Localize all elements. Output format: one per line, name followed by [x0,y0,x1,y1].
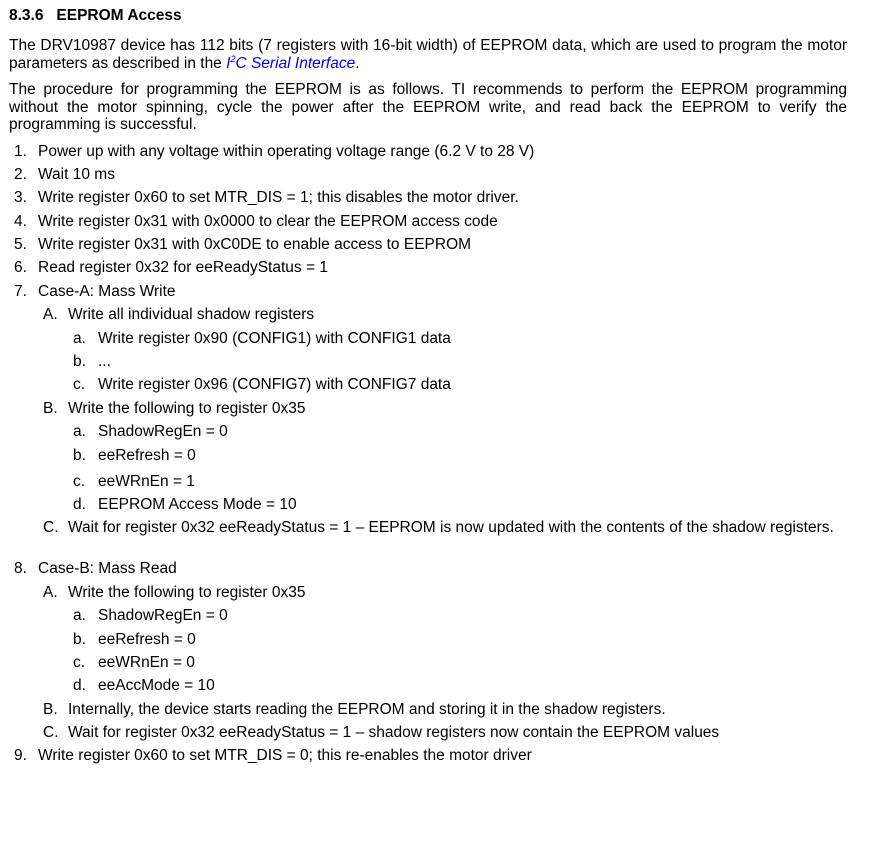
case-b-a-item-c [73,654,847,677]
link-superscript: 2 [230,53,236,64]
step-number: 4. [14,212,27,230]
intro-period: . [355,54,360,72]
case-b-substep-a [43,584,847,607]
step-number: 3. [14,189,27,207]
item-number: a. [73,607,86,625]
item-text: ShadowRegEn = 0 [98,423,228,441]
substep-number: A. [43,306,58,324]
step-text: Wait 10 ms [38,165,115,183]
i2c-interface-link[interactable] [226,55,355,72]
step-number: 7. [14,282,27,300]
step-7 [14,283,847,306]
step-number: 2. [14,165,27,183]
step-text: Write register 0x60 to set MTR_DIS = 0; this re-enables the motor driver [38,747,532,765]
item-text: ... [98,353,111,371]
item-text: Write register 0x90 (CONFIG1) with CONFIG1 data [98,329,451,347]
step-text: Write register 0x60 to set MTR_DIS = 1; this disables the motor driver. [38,189,519,207]
step-text: Case-A: Mass Write [38,282,176,300]
item-text: eeRefresh = 0 [98,630,196,648]
case-b-a-item-b [73,631,847,654]
case-a-substep-c [43,519,847,560]
step-number: 9. [14,747,27,765]
case-a-a-item-b [73,353,847,376]
step-8 [14,560,847,583]
substep-text: Internally, the device starts reading the EEPROM and storing it in the shadow registers. [68,700,666,718]
step-number: 6. [14,259,27,277]
item-number: d. [73,677,86,695]
step-text: Read register 0x32 for eeReadyStatus = 1 [38,259,328,277]
step-6 [14,259,847,282]
item-number: a. [73,329,86,347]
item-text: Write register 0x96 (CONFIG7) with CONFIG7 data [98,376,451,394]
procedure-steps [9,143,847,771]
step-4 [14,213,847,236]
item-number: b. [73,353,86,371]
case-a-substep-a [43,306,847,329]
intro-text: The DRV10987 device has 112 bits (7 registers with 16-bit width) of EEPROM data, which are used to program the motor parameters as described in the [9,37,847,72]
case-a-substep-b [43,400,847,423]
substep-number: B. [43,399,58,417]
step-number: 8. [14,560,27,578]
item-text: ShadowRegEn = 0 [98,607,228,625]
step-text: Case-B: Mass Read [38,560,177,578]
item-number: d. [73,495,86,513]
case-a-a-item-a [73,330,847,353]
case-b-a-item-a [73,607,847,630]
substep-text: Write all individual shadow registers [68,306,315,324]
substep-number: C. [43,724,59,742]
section-heading [9,6,847,25]
substep-number: A. [43,583,58,601]
step-text: Write register 0x31 with 0x0000 to clear the EEPROM access code [38,212,498,230]
step-1 [14,143,847,166]
item-text: eeAccMode = 10 [98,677,215,695]
link-prefix: I [226,54,231,72]
case-a-b-item-a [73,423,847,446]
case-a-b-item-b [73,447,847,473]
procedure-paragraph: The procedure for programming the EEPROM is as follows. TI recommends to perform the EEPROM programming without the motor spinning, cycle the power after the EEPROM write, and read back the EEPROM to verify the programming is successful. [9,81,847,133]
item-text: eeWRnEn = 0 [98,653,195,671]
item-number: c. [73,376,86,394]
substep-number: B. [43,700,58,718]
substep-text: Write the following to register 0x35 [68,399,306,417]
substep-text: Write the following to register 0x35 [68,583,306,601]
substep-number: C. [43,519,59,537]
item-number: a. [73,423,86,441]
case-a-b-item-d [73,496,847,519]
step-2 [14,166,847,189]
case-b-substep-b [43,701,847,724]
case-a-b-item-c [73,473,847,496]
item-number: c. [73,472,86,490]
case-b-a-item-d [73,677,847,700]
step-text: Write register 0x31 with 0xC0DE to enable access to EEPROM [38,236,472,254]
section-title: EEPROM Access [56,7,182,24]
document-page [9,6,847,771]
step-9 [14,747,847,770]
case-b-substep-c [43,724,847,747]
item-text: EEPROM Access Mode = 10 [98,495,297,513]
step-5 [14,236,847,259]
substep-text: Wait for register 0x32 eeReadyStatus = 1 – EEPROM is now updated with the contents of the shadow registers. [68,519,834,537]
step-number: 1. [14,142,27,160]
item-text: eeWRnEn = 1 [98,472,195,490]
step-text: Power up with any voltage within operating voltage range (6.2 V to 28 V) [38,142,535,160]
step-3 [14,189,847,212]
item-text: eeRefresh = 0 [98,446,196,464]
link-text: C Serial Interface [235,54,356,72]
section-number: 8.3.6 [9,7,44,24]
item-number: b. [73,630,86,648]
intro-paragraph [9,37,847,72]
substep-text: Wait for register 0x32 eeReadyStatus = 1 – shadow registers now contain the EEPROM values [68,724,720,742]
item-number: b. [73,446,86,464]
step-number: 5. [14,236,27,254]
item-number: c. [73,653,86,671]
case-a-a-item-c [73,376,847,399]
